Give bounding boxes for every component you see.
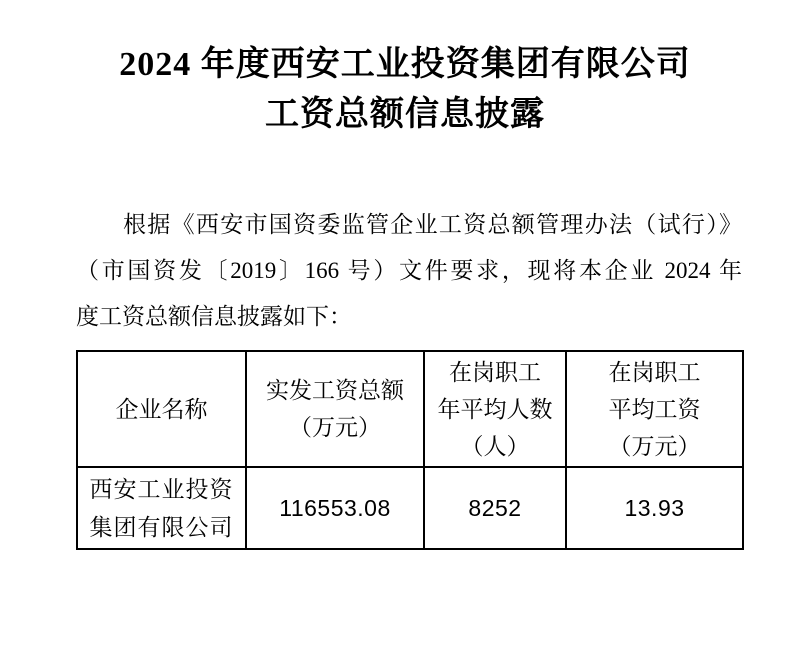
paragraph-line-3: 度工资总额信息披露如下： <box>76 304 352 329</box>
header-avg-headcount-label-2: 年平均人数 <box>437 395 553 422</box>
header-avg-wage-label-2: 平均工资 <box>608 395 701 422</box>
company-name-line-1: 西安工业投资 <box>89 476 234 502</box>
header-avg-headcount <box>424 351 566 467</box>
header-total-wages-unit: （万元） <box>289 414 381 440</box>
header-avg-wage-label-1: 在岗职工 <box>608 358 701 385</box>
paragraph-line-2: （市国资发〔2019〕166 号）文件要求，现将本企业 2024 年 <box>76 258 742 283</box>
table-data-row <box>77 467 743 549</box>
header-company-name-label: 企业名称 <box>115 395 208 422</box>
header-avg-wage-unit: （万元） <box>608 432 701 459</box>
title-line-1: 2024 年度西安工业投资集团有限公司 <box>119 46 691 83</box>
paragraph-line-1: 根据《西安市国资委监管企业工资总额管理办法（试行）》 <box>123 212 742 237</box>
wage-disclosure-table <box>76 350 744 550</box>
cell-total-wages: 116553.08 <box>246 467 424 549</box>
cell-company-name <box>77 467 246 549</box>
header-company-name <box>77 351 246 467</box>
company-name-line-2: 集团有限公司 <box>89 514 234 540</box>
table-header-row <box>77 351 743 467</box>
header-avg-headcount-label-1: 在岗职工 <box>449 358 541 385</box>
header-avg-headcount-unit: （人） <box>460 432 530 459</box>
header-avg-wage <box>566 351 743 467</box>
title-line-2: 工资总额信息披露 <box>265 96 545 133</box>
document-title <box>0 40 810 140</box>
cell-avg-wage: 13.93 <box>566 467 743 549</box>
cell-avg-headcount: 8252 <box>424 467 566 549</box>
header-total-wages-label: 实发工资总额 <box>266 377 404 403</box>
intro-paragraph <box>76 202 742 340</box>
header-total-wages <box>246 351 424 467</box>
